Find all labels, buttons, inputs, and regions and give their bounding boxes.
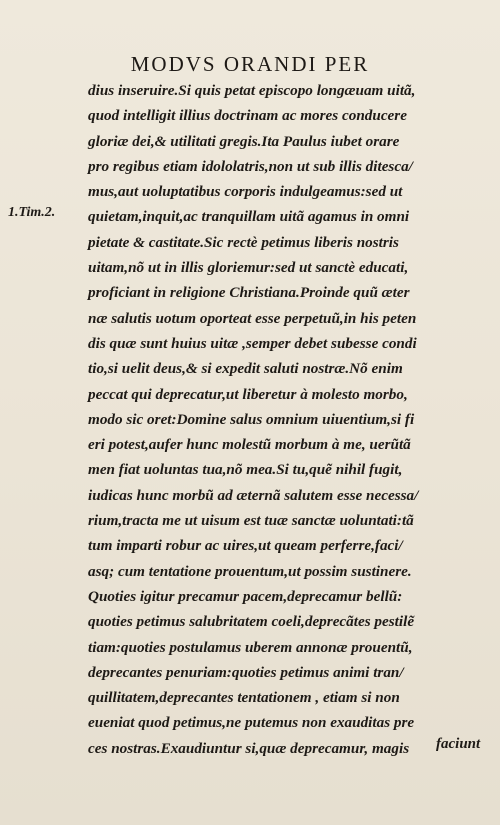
text-line: men fiat uoluntas tua,nõ mea.Si tu,quẽ nihil fugit, bbox=[88, 461, 403, 479]
text-line: tiam:quoties postulamus uberem annonæ prouentũ, bbox=[88, 638, 413, 656]
running-header: MODVS ORANDI PER bbox=[130, 52, 370, 76]
text-line: peccat qui deprecatur,ut liberetur à molesto morbo, bbox=[88, 385, 408, 403]
text-line: quillitatem,deprecantes tentationem , etiam si non bbox=[88, 689, 400, 707]
text-line: uitam,nõ ut in illis gloriemur:sed ut sanctè educati, bbox=[88, 259, 409, 277]
text-line: tio,si uelit deus,& si expedit saluti nostræ.Nõ enim bbox=[88, 360, 403, 378]
margin-note: 1.Tim.2. bbox=[8, 205, 56, 220]
text-line: rium,tracta me ut uisum est tuæ sanctæ uoluntati:tã bbox=[88, 512, 414, 530]
text-line: tum imparti robur ac uires,ut queam perferre,faci/ bbox=[88, 537, 403, 555]
text-line: dis quæ sunt huius uitæ ,semper debet subesse condi bbox=[88, 334, 417, 352]
text-line: Quoties igitur precamur pacem,deprecamur bellũ: bbox=[88, 587, 403, 605]
text-line: iudicas hunc morbũ ad æternã salutem esse necessa/ bbox=[88, 486, 419, 504]
catchword: faciunt bbox=[436, 736, 481, 752]
text-line: pietate & castitate.Sic rectè petimus liberis nostris bbox=[88, 233, 399, 251]
text-line: modo sic oret:Domine salus omnium uiuentium,si fi bbox=[88, 410, 415, 428]
text-line: quod intelligit illius doctrinam ac mores conducere bbox=[88, 107, 407, 125]
text-line: deprecantes penuriam:quoties petimus animi tran/ bbox=[88, 663, 404, 681]
text-line: proficiant in religione Christiana.Proinde quũ æter bbox=[88, 284, 410, 302]
text-line: eueniat quod petimus,ne putemus non exauditas pre bbox=[88, 714, 415, 732]
text-line: asq; cum tentatione prouentum,ut possim sustinere. bbox=[88, 562, 412, 580]
text-line: dius inseruire.Si quis petat episcopo longæuam uitã, bbox=[88, 82, 416, 99]
text-line: quietam,inquit,ac tranquillam uitã agamus in omni bbox=[88, 208, 410, 226]
text-line: næ salutis uotum oporteat esse perpetuũ,in his peten bbox=[88, 309, 417, 327]
text-line: mus,aut uoluptatibus corporis indulgeamus:sed ut bbox=[88, 183, 403, 201]
text-line: gloriæ dei,& utilitati gregis.Ita Paulus iubet orare bbox=[88, 132, 400, 150]
text-line: eri potest,aufer hunc molestũ morbum à me, uerũtã bbox=[88, 436, 411, 454]
text-line: ces nostras.Exaudiuntur si,quæ deprecamur, magis bbox=[88, 739, 410, 757]
text-line: quoties petimus salubritatem coeli,deprecãtes pestilẽ bbox=[88, 613, 415, 631]
body-text bbox=[88, 78, 480, 761]
text-line: pro regibus etiam idololatris,non ut sub illis ditesca/ bbox=[88, 157, 413, 175]
